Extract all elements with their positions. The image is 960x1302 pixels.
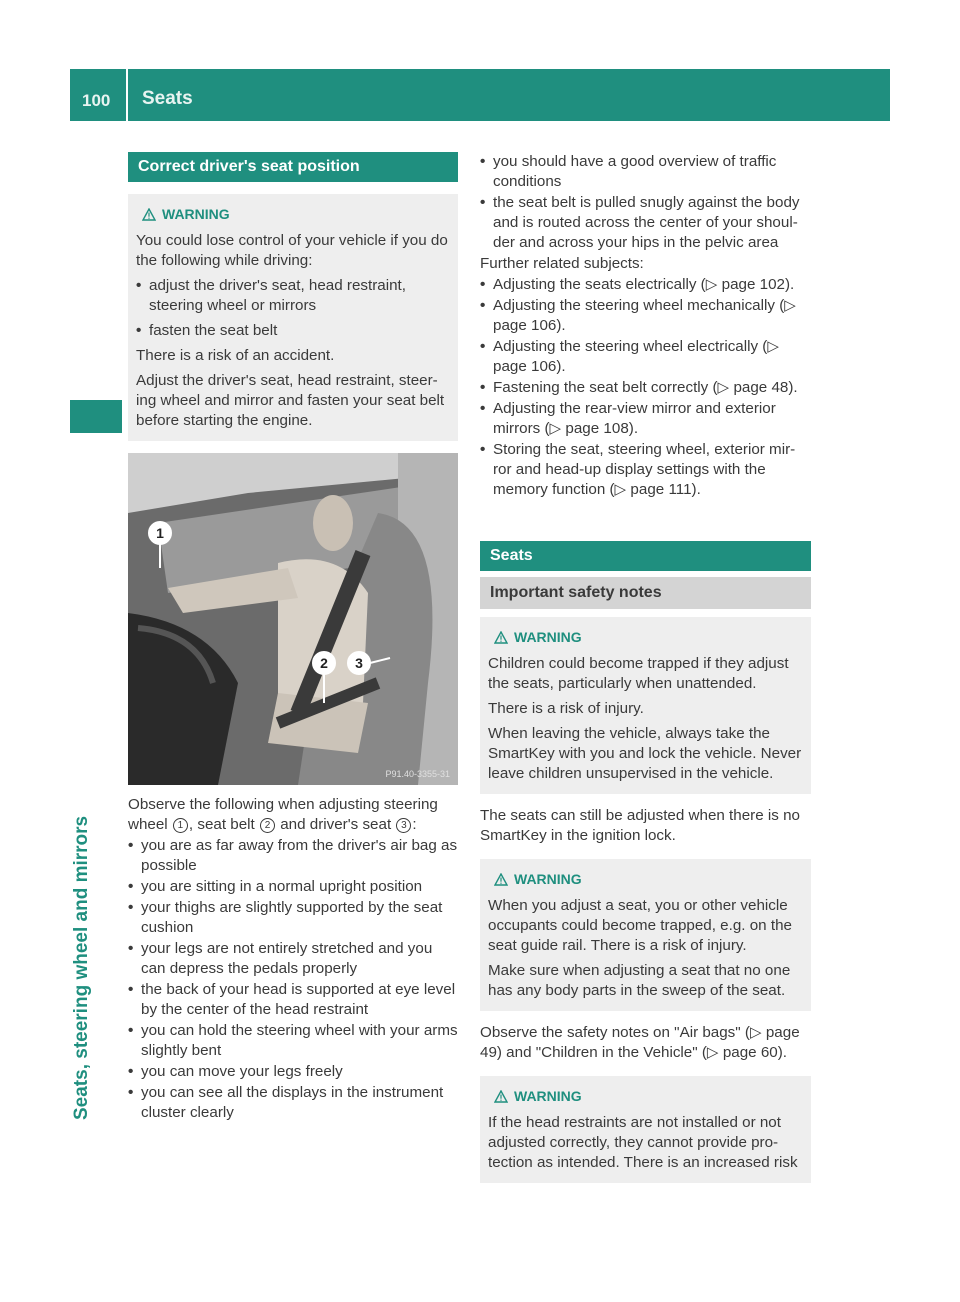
paragraph: The seats can still be adjusted when there is no SmartKey in the ignition lock. (480, 807, 800, 844)
header-title: Seats (142, 88, 193, 109)
observe-text: , seat belt (188, 816, 259, 833)
list-item: • you can see all the displays in the instrument cluster clearly (128, 1083, 458, 1123)
related-link[interactable]: • Storing the seat, steering wheel, exterior mir-ror and head-up display settings with the memory function (▷ page 111). (480, 440, 811, 500)
observe-text: and driver's seat (275, 816, 396, 833)
driver-seat-photo (128, 453, 458, 785)
observe-text: : (412, 816, 417, 833)
warning-heading (488, 869, 803, 889)
figure-code: P91.40-3355-31 (385, 769, 450, 779)
page-header (70, 69, 890, 121)
callout-1: 1 (156, 525, 164, 541)
warning-text: When you adjust a seat, you or other vehicle occupants could become trapped, e.g. on the seat guide rail. There is a risk of injury. (488, 897, 792, 954)
warning-action: Adjust the driver's seat, head restraint, steer-ing wheel and mirror and fasten your seat belt before starting the engine. (136, 372, 445, 429)
warning-text: If the head restraints are not installed or not adjusted correctly, they cannot provide pro-tection as intended. There is an increased risk (488, 1114, 798, 1171)
warning-text: Children could become trapped if they adjust the seats, particularly when unattended. (488, 655, 789, 692)
header-divider (126, 69, 128, 121)
warning-label: WARNING (514, 871, 582, 887)
related-link[interactable]: • Adjusting the seats electrically (▷ page 102). (480, 275, 811, 295)
warning-triangle-icon (494, 873, 508, 886)
right-column (480, 152, 811, 1183)
warning-bullet: • adjust the driver's seat, head restraint, steering wheel or mirrors (136, 276, 450, 316)
chapter-tab-label: Seats, steering wheel and mirrors (71, 815, 92, 1120)
warning-label: WARNING (162, 206, 230, 222)
further-subjects-label: Further related subjects: (480, 255, 644, 272)
warning-bullet: • fasten the seat belt (136, 321, 450, 341)
list-item: • your thighs are slightly supported by the seat cushion (128, 898, 458, 938)
list-item: • you can hold the steering wheel with your arms slightly bent (128, 1021, 458, 1061)
section-title-driver-seat: Correct driver's seat position (128, 152, 458, 182)
page-number: 100 (82, 91, 111, 110)
list-item: • the back of your head is supported at eye level by the center of the head restraint (128, 980, 458, 1020)
paragraph: Observe the safety notes on "Air bags" (▷ page 49) and "Children in the Vehicle" (▷ page 60). (480, 1024, 800, 1061)
warning-heading (136, 204, 450, 224)
related-link[interactable]: • Adjusting the steering wheel electrically (▷ page 106). (480, 337, 811, 377)
warning-text: Make sure when adjusting a seat that no one has any body parts in the sweep of the seat. (488, 962, 791, 999)
callout-3: 3 (355, 655, 363, 671)
callout-ref-1: 1 (173, 818, 188, 833)
warning-box-accident (128, 194, 458, 441)
list-item: • your legs are not entirely stretched and you can depress the pedals properly (128, 939, 458, 979)
warning-box-head-restraints (480, 1076, 811, 1183)
list-item: • you should have a good overview of traffic conditions (480, 152, 811, 192)
list-item: • you are sitting in a normal upright position (128, 877, 458, 897)
observe-text: Observe the following when adjusting steering wheel (128, 796, 438, 833)
chapter-tab-marker (70, 400, 122, 433)
list-item: • you can move your legs freely (128, 1062, 458, 1082)
warning-risk: There is a risk of an accident. (136, 347, 335, 364)
callout-ref-2: 2 (260, 818, 275, 833)
driver-seat-illustration (128, 453, 458, 785)
warning-text: There is a risk of injury. (488, 700, 644, 717)
warning-heading (488, 627, 803, 647)
warning-box-children (480, 617, 811, 794)
callout-ref-3: 3 (396, 818, 411, 833)
observe-paragraph (128, 795, 458, 835)
chapter-side-tab (70, 400, 122, 1170)
warning-heading (488, 1086, 803, 1106)
warning-triangle-icon (494, 631, 508, 644)
warning-box-trapped (480, 859, 811, 1011)
warning-triangle-icon (142, 208, 156, 221)
list-item: • the seat belt is pulled snugly against the body and is routed across the center of your shoul-der and across your hips in the pelvic area (480, 193, 811, 253)
left-column (128, 152, 458, 1124)
list-item: • you are as far away from the driver's air bag as possible (128, 836, 458, 876)
warning-label: WARNING (514, 1088, 582, 1104)
subsection-title-safety: Important safety notes (480, 577, 811, 609)
warning-intro: You could lose control of your vehicle if you do the following while driving: (136, 232, 448, 269)
warning-triangle-icon (494, 1090, 508, 1103)
related-link[interactable]: • Adjusting the rear-view mirror and exterior mirrors (▷ page 108). (480, 399, 811, 439)
callout-2: 2 (320, 655, 328, 671)
related-link[interactable]: • Fastening the seat belt correctly (▷ page 48). (480, 378, 811, 398)
warning-text: When leaving the vehicle, always take the SmartKey with you and lock the vehicle. Never leave children unsupervised in the vehicle. (488, 725, 802, 782)
warning-label: WARNING (514, 629, 582, 645)
section-title-seats: Seats (480, 541, 811, 571)
related-link[interactable]: • Adjusting the steering wheel mechanically (▷ page 106). (480, 296, 811, 336)
